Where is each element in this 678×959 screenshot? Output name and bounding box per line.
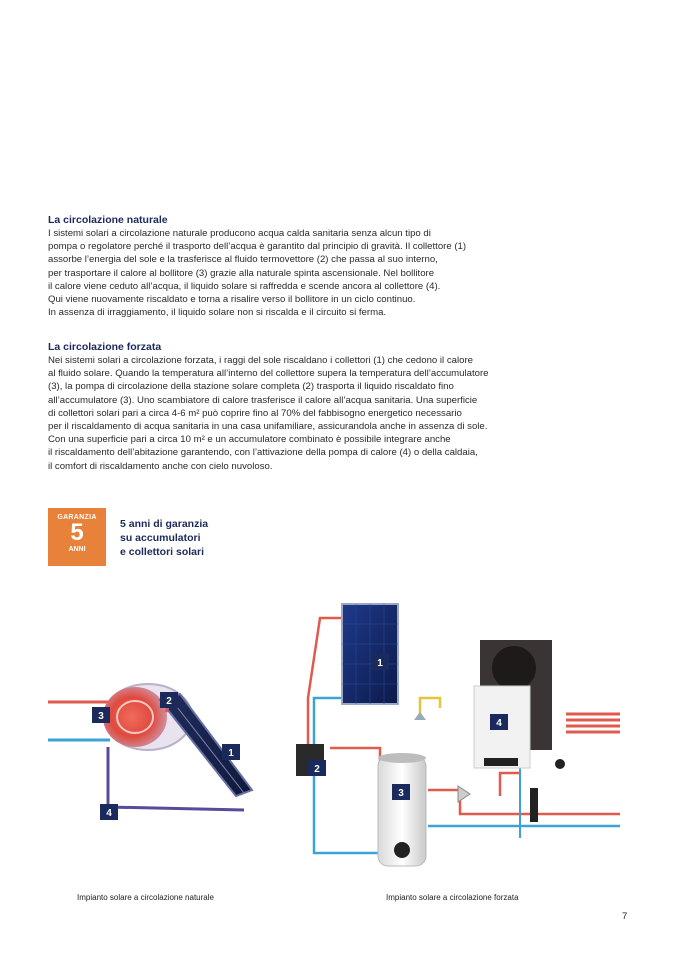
label-1: 1 <box>228 748 234 759</box>
label-1: 1 <box>377 658 383 669</box>
body-line: il comfort di riscaldamento anche con cielo nuvoloso. <box>48 460 273 472</box>
label-3: 3 <box>98 711 104 722</box>
body-line: I sistemi solari a circolazione naturale producono acqua calda sanitaria senza alcun tipo di <box>48 228 431 239</box>
section-title: La circolazione naturale <box>48 214 168 226</box>
label-4: 4 <box>106 808 112 819</box>
figure-caption-natural: Impianto solare a circolazione naturale <box>77 893 214 902</box>
forced-circulation-diagram <box>290 598 638 878</box>
section-body <box>48 354 568 473</box>
body-line: di collettori solari pari a circa 4-6 m² può coprire fino al 70% del fabbisogno energetico necessario <box>48 407 462 419</box>
body-line: Con una superficie pari a circa 10 m² e un accumulatore combinato è possibile integrare anche <box>48 434 451 446</box>
warranty-line: e collettori solari <box>120 546 205 558</box>
shower-icon <box>414 712 426 720</box>
label-4: 4 <box>496 718 502 729</box>
body-line: per il riscaldamento di acqua sanitaria in una casa unifamiliare, assicurandola anche in assenza di sole. <box>48 421 488 433</box>
section-body <box>48 227 568 319</box>
section-natural-circulation <box>48 214 568 319</box>
warranty-text <box>120 517 208 559</box>
warranty-line: su accumulatori <box>120 532 201 544</box>
body-line: (3), la pompa di circolazione della stazione solare completa (2) trasporta il liquido riscaldato fino <box>48 381 454 393</box>
body-line: per trasportare il calore al bollitore (3) grazie alla naturale spinta ascensionale. Nel bollitore <box>48 267 435 279</box>
radiator <box>566 714 620 732</box>
label-2: 2 <box>314 764 320 775</box>
boiler-tank-end <box>103 687 167 747</box>
body-line: Qui viene nuovamente riscaldato e torna a risalire verso il bollitore in un ciclo continuo. <box>48 294 416 306</box>
warranty-badge <box>48 508 106 566</box>
label-3: 3 <box>398 788 404 799</box>
body-line: il riscaldamento dell’abitazione garantendo, con l’attivazione della pompa di calore (4) o della caldaia, <box>48 447 478 459</box>
valve-icon <box>458 786 470 802</box>
body-line: all’accumulatore (3). Uno scambiatore di calore trasferisce il calore all’acqua sanitaria. Una superficie <box>48 394 478 406</box>
body-line: In assenza di irraggiamento, il liquido solare non si riscalda e il circuito si ferma. <box>48 307 387 319</box>
body-line: assorbe l’energia del sole e la trasferisce al fluido termovettore (2) che passa al suo interno, <box>48 254 438 266</box>
body-line: al fluido solare. Quando la temperatura all’interno del collettore supera la temperatura dell’accumulatore <box>48 368 489 380</box>
warranty-line: 5 anni di garanzia <box>120 518 209 530</box>
body-line: Nei sistemi solari a circolazione forzata, i raggi del sole riscaldano i collettori (1) che cedono il calore <box>48 355 473 366</box>
body-line: il calore viene ceduto all’acqua, il liquido solare si raffredda e scende ancora al collettore (4). <box>48 280 441 292</box>
section-forced-circulation <box>48 341 568 473</box>
section-title: La circolazione forzata <box>48 341 162 353</box>
natural-circulation-diagram <box>40 672 260 832</box>
body-line: pompa o regolatore perché il trasporto dell’acqua è garantito dal principio di gravità. Il collettore (1) <box>48 241 467 253</box>
badge-bottom-label: ANNI <box>68 546 86 553</box>
badge-number: 5 <box>70 519 84 546</box>
label-2: 2 <box>166 696 172 707</box>
page-number: 7 <box>622 911 628 922</box>
badge-top-label: GARANZIA <box>57 514 97 521</box>
figure-caption-forced: Impianto solare a circolazione forzata <box>386 893 519 902</box>
